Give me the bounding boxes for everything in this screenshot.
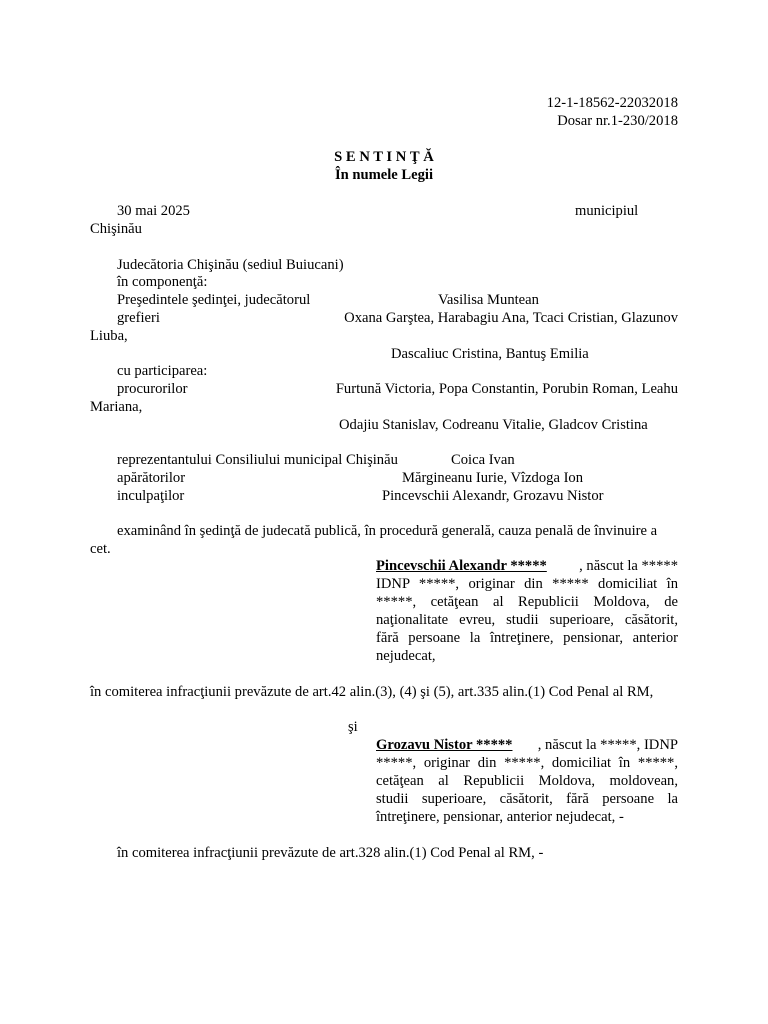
president-label: Preşedintele şedinţei, judecătorul: [117, 292, 311, 308]
place-name: Chişinău: [90, 221, 142, 237]
dosar-number: Dosar nr.1-230/2018: [557, 113, 678, 129]
defendant-2-line-4: studii superioare, căsătorit, fără persoane la: [376, 791, 678, 807]
prosecutors-label: procurorilor: [117, 381, 188, 397]
defendant-1-line-1: [376, 557, 678, 575]
defendant-1-line-4: naţionalitate evreu, studii superioare, căsătorit,: [376, 612, 678, 628]
defendants-names: Pincevschii Alexandr, Grozavu Nistor: [382, 488, 604, 504]
clerks-names-line-3: Dascaliuc Cristina, Bantuş Emilia: [391, 346, 589, 362]
defendant-2-name: Grozavu Nistor *****: [376, 737, 513, 753]
document-subtitle: În numele Legii: [334, 167, 434, 183]
defendant-1-line-2: IDNP *****, originar din ***** domiciliat în: [376, 576, 678, 592]
defendant-2-line-2: *****, originar din *****, domiciliat în *****,: [376, 755, 678, 771]
judgment-date: 30 mai 2025: [117, 203, 190, 219]
defendant-1-name: Pincevschii Alexandr *****: [376, 558, 547, 574]
president-name: Vasilisa Muntean: [438, 292, 539, 308]
case-number: 12-1-18562-22032018: [546, 95, 678, 111]
defendant-1-line-6: nejudecat,: [376, 648, 436, 664]
defenders-label: apărătorilor: [117, 470, 186, 486]
clerks-names-line-1: Oxana Garştea, Harabagiu Ana, Tcaci Cristian, Glazunov: [344, 310, 678, 326]
defendant-1-line-5: fără persoane la întreţinere, pensionar, anterior: [376, 630, 678, 646]
defendant-1-line-3: *****, cetăţean al Republicii Moldova, de: [376, 594, 678, 610]
examining-line-1: examinând în şedinţă de judecată publică, în procedură generală, cauza penală de învinuire a: [117, 523, 658, 539]
clerks-label: grefieri: [117, 310, 160, 326]
clerks-names-line-2: Liuba,: [90, 328, 128, 344]
prosecutors-names-line-3: Odajiu Stanislav, Codreanu Vitalie, Gladcov Cristina: [339, 417, 648, 433]
prosecutors-names-line-1: Furtună Victoria, Popa Constantin, Porubin Roman, Leahu: [335, 381, 678, 397]
defendant-2-line-5: întreţinere, pensionar, anterior nejudecat, -: [376, 809, 624, 825]
place-label: municipiul: [575, 203, 639, 219]
court-name: Judecătoria Chişinău (sediul Buiucani): [117, 257, 344, 273]
prosecutors-names-line-2: Mariana,: [90, 399, 143, 415]
defenders-names: Mărgineanu Iurie, Vîzdoga Ion: [402, 470, 584, 486]
defendant-2-birth: , născut la *****, IDNP: [537, 737, 678, 753]
defendant-2-line-3: cetăţean al Republicii Moldova, moldovean,: [376, 773, 678, 789]
council-name: Coica Ivan: [451, 452, 515, 468]
conjunction: şi: [348, 719, 358, 735]
charge-2: în comiterea infracţiunii prevăzute de art.328 alin.(1) Cod Penal al RM, -: [117, 845, 544, 861]
composition-label: în componenţă:: [117, 274, 208, 290]
defendant-1-birth: , născut la *****: [579, 558, 678, 574]
defendant-2-line-1: [376, 736, 678, 754]
document-title: S E N T I N Ţ Ă: [334, 149, 434, 165]
charge-1: în comiterea infracţiunii prevăzute de art.42 alin.(3), (4) şi (5), art.335 alin.(1) Cod Penal al RM,: [90, 684, 654, 700]
examining-line-2: cet.: [90, 541, 111, 557]
defendants-label: inculpaţilor: [117, 488, 185, 504]
council-label: reprezentantului Consiliului municipal Chişinău: [117, 452, 398, 468]
participation-label: cu participarea:: [117, 363, 208, 379]
